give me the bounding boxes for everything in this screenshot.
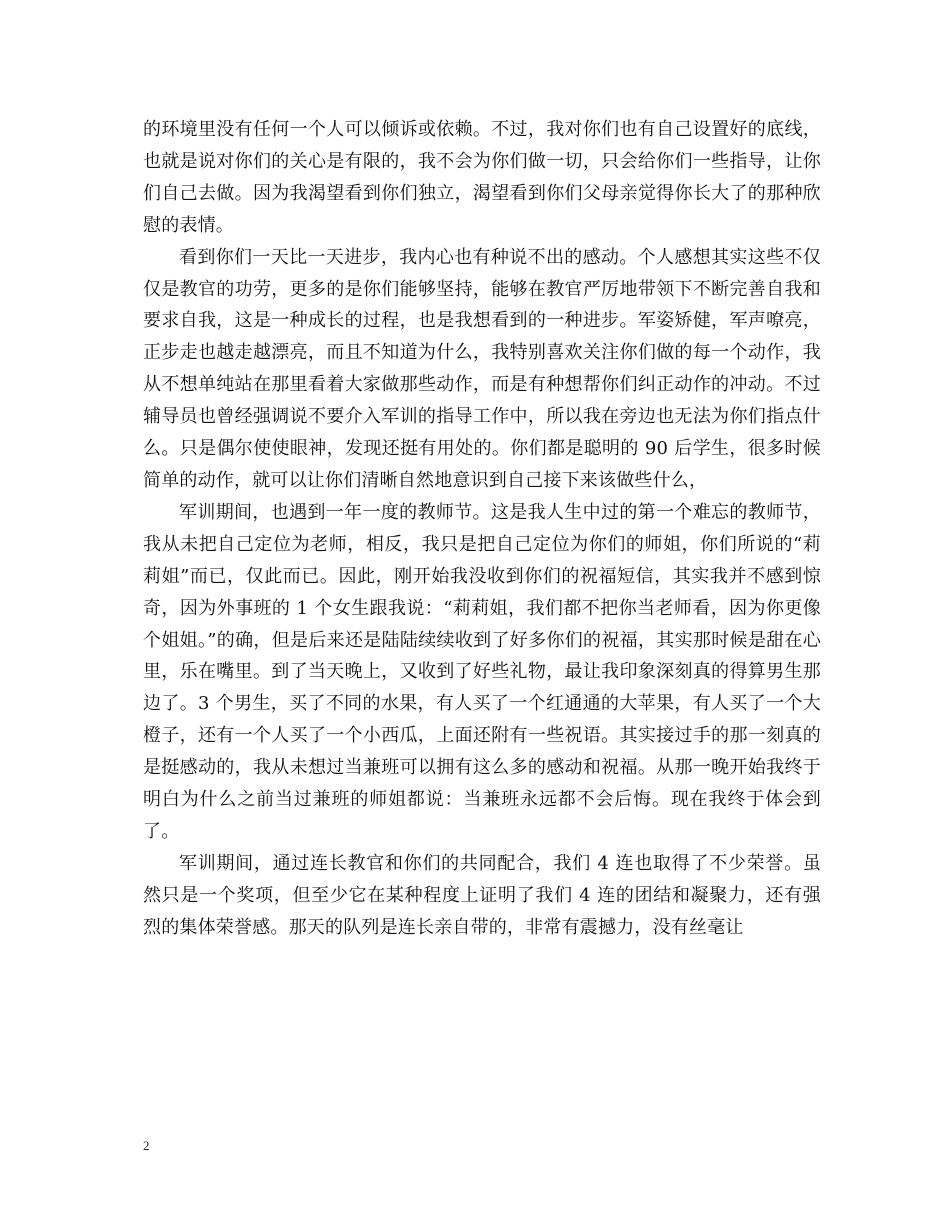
paragraph-4: 军训期间，通过连长教官和你们的共同配合，我们 4 连也取得了不少荣誉。虽然只是一个奖项，但至少它在某种程度上证明了我们 4 连的团结和凝聚力，还有强烈的集体荣誉感。那天的队列是连长亲自带的，非常有震撼力，没有丝毫让: [143, 852, 821, 938]
paragraph-1: 的环境里没有任何一个人可以倾诉或依赖。不过，我对你们也有自己设置好的底线，也就是说对你们的关心是有限的，我不会为你们做一切，只会给你们一些指导，让你们自己去做。因为我渴望看到你们独立，渴望看到你们父母亲觉得你长大了的那种欣慰的表情。: [143, 119, 821, 236]
page-number: 2: [143, 1138, 150, 1153]
paragraph-3: 军训期间，也遇到一年一度的教师节。这是我人生中过的第一个难忘的教师节，我从未把自己定位为老师，相反，我只是把自己定位为你们的师姐，你们所说的“莉莉姐”而已，仅此而已。因此，刚开始我没收到你们的祝福短信，其实我并不感到惊奇，因为外事班的 1 个女生跟我说：“莉莉姐，我们都不把你当老师看，因为你更像个姐姐。”的确，但是后来还是陆陆续续收到了好多你们的祝福，其实那时候是甜在心里，乐在嘴里。到了当天晚上，又收到了好些礼物，最让我印象深刻真的得算男生那边了。3 个男生，买了不同的水果，有人买了一个红通通的大苹果，有人买了一个大橙子，还有一个人买了一个小西瓜，上面还附有一些祝语。其实接过手的那一刻真的是挺感动的，我从未想过当兼班可以拥有这么多的感动和祝福。从那一晚开始我终于明白为什么之前当过兼班的师姐都说：当兼班永远都不会后悔。现在我终于体会到了。: [143, 501, 821, 842]
body-text: [143, 114, 821, 944]
paragraph-2: 看到你们一天比一天进步，我内心也有种说不出的感动。个人感想其实这些不仅仅是教官的功劳，更多的是你们能够坚持，能够在教官严厉地带领下不断完善自我和要求自我，这是一种成长的过程，也是我想看到的一种进步。军姿矫健，军声嘹亮，正步走也越走越漂亮，而且不知道为什么，我特别喜欢关注你们做的每一个动作，我从不想单纯站在那里看着大家做那些动作，而是有种想帮你们纠正动作的冲动。不过辅导员也曾经强调说不要介入军训的指导工作中，所以我在旁边也无法为你们指点什么。只是偶尔使使眼神，发现还挺有用处的。你们都是聪明的 90 后学生，很多时候简单的动作，就可以让你们清晰自然地意识到自己接下来该做些什么，: [143, 246, 821, 491]
